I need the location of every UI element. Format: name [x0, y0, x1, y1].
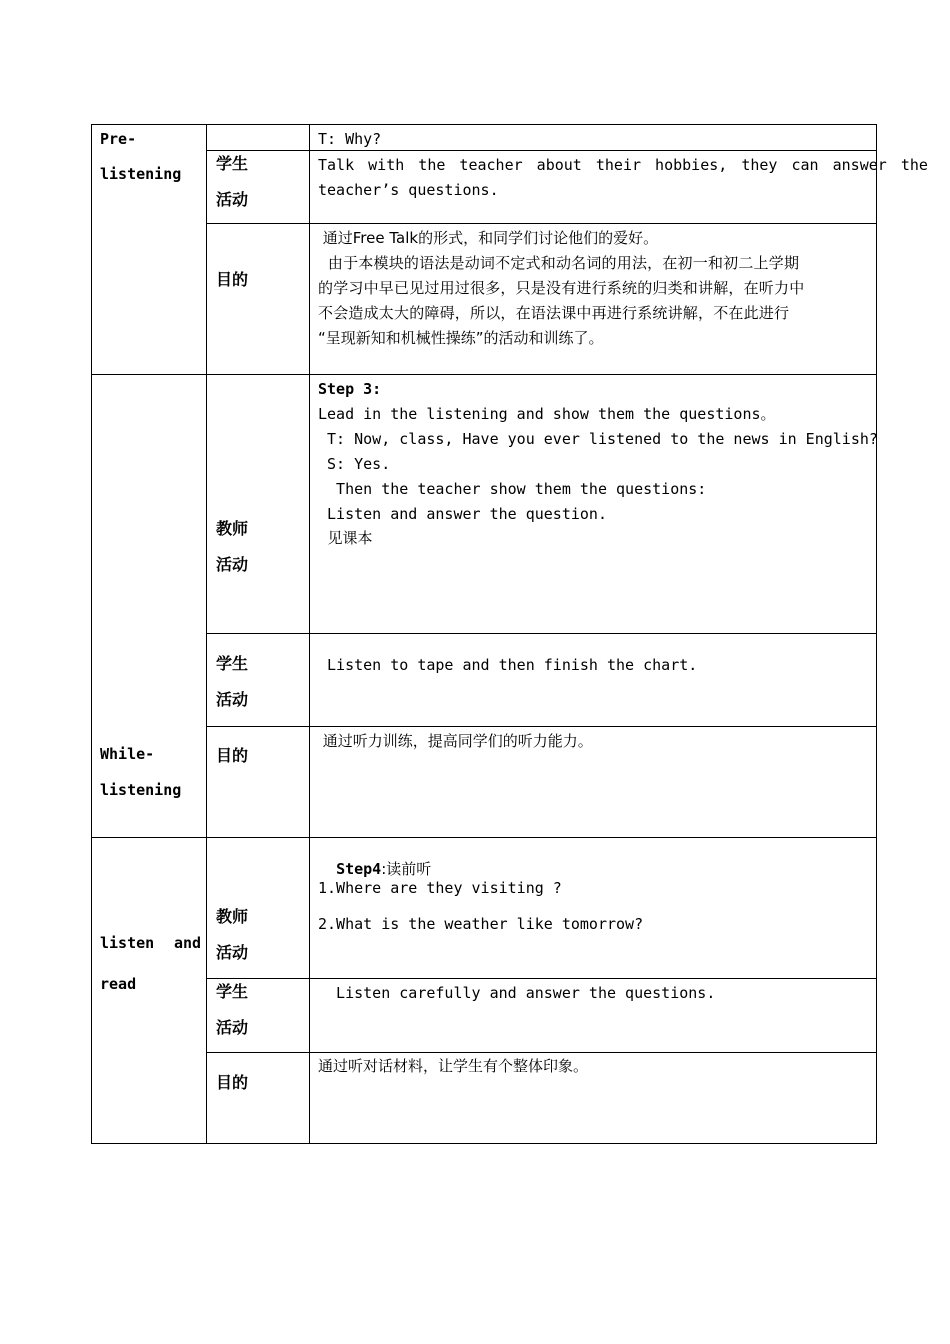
- row-divider: [206, 633, 877, 634]
- stage-label-while: listening: [100, 781, 182, 799]
- student-activity-label: 学生: [216, 654, 249, 673]
- purpose-label: 目的: [216, 270, 249, 289]
- teacher-activity-text: 见课本: [318, 529, 373, 547]
- purpose-text: 的学习中早已见过用过很多，只是没有进行系统的归类和讲解，在听力中: [318, 279, 805, 297]
- purpose-text: 通过Free Talk的形式，和同学们讨论他们的爱好。: [318, 229, 659, 247]
- border-bottom: [91, 1143, 877, 1144]
- purpose-label: 目的: [216, 1073, 249, 1092]
- purpose-text: 通过听对话材料，让学生有个整体印象。: [318, 1057, 589, 1075]
- col-divider-1: [206, 124, 207, 1144]
- row-divider: [206, 1052, 877, 1053]
- stage-label-listen-read: and: [174, 934, 202, 952]
- student-activity-label: 活动: [216, 690, 249, 709]
- border-top: [91, 124, 877, 125]
- step-title: Step 3:: [318, 380, 382, 398]
- row-divider: [206, 223, 877, 224]
- stage-label-while: While-: [100, 745, 155, 763]
- stage-label-listen-read: read: [100, 975, 137, 993]
- teacher-activity-text: Then the teacher show them the questions:: [318, 480, 707, 498]
- step-number: Step4: [336, 860, 382, 878]
- teacher-activity-label: 活动: [216, 943, 249, 962]
- student-activity-text: Listen to tape and then finish the chart.: [318, 656, 698, 674]
- purpose-text: 不会造成太大的障碍，所以，在语法课中再进行系统讲解，不在此进行: [318, 304, 790, 322]
- row-divider: [91, 374, 877, 375]
- stage-label-pre: Pre-: [100, 130, 137, 148]
- purpose-text: 通过听力训练，提高同学们的听力能力。: [318, 732, 593, 750]
- student-activity-label: 学生: [216, 982, 249, 1001]
- teacher-activity-label: 教师: [216, 519, 249, 538]
- teacher-prompt: T: Why?: [318, 130, 382, 148]
- row-divider: [206, 150, 877, 151]
- student-activity-text: Listen carefully and answer the questions.: [318, 984, 716, 1002]
- row-divider: [206, 726, 877, 727]
- purpose-text: 由于本模块的语法是动词不定式和动名词的用法，在初一和初二上学期: [318, 254, 800, 272]
- student-activity-label: 活动: [216, 190, 249, 209]
- student-activity-text: Talk with the teacher about their hobbies, they can answer the: [318, 156, 928, 174]
- teacher-activity-text: Lead in the listening and show them the questions。: [318, 405, 776, 423]
- stage-label-pre: listening: [100, 165, 182, 183]
- step-title: [318, 842, 431, 878]
- teacher-activity-label: 活动: [216, 555, 249, 574]
- purpose-label: 目的: [216, 746, 249, 765]
- border-right: [876, 124, 877, 1144]
- purpose-text: “呈现新知和机械性操练”的活动和训练了。: [318, 329, 604, 347]
- question-item: 1.Where are they visiting ?: [318, 879, 562, 897]
- step-subtitle: :读前听: [381, 860, 432, 878]
- teacher-activity-text: S: Yes.: [318, 455, 391, 473]
- student-activity-label: 学生: [216, 154, 249, 173]
- row-divider: [206, 978, 877, 979]
- question-item: 2.What is the weather like tomorrow?: [318, 915, 644, 933]
- col-divider-2: [309, 124, 310, 1144]
- student-activity-text: teacher’s questions.: [318, 181, 499, 199]
- border-left: [91, 124, 92, 1144]
- teacher-activity-label: 教师: [216, 907, 249, 926]
- stage-label-listen-read: listen: [100, 934, 155, 952]
- row-divider: [91, 837, 877, 838]
- teacher-activity-text: Listen and answer the question.: [318, 505, 607, 523]
- teacher-activity-text: T: Now, class, Have you ever listened to the news in English?: [318, 430, 878, 448]
- student-activity-label: 活动: [216, 1018, 249, 1037]
